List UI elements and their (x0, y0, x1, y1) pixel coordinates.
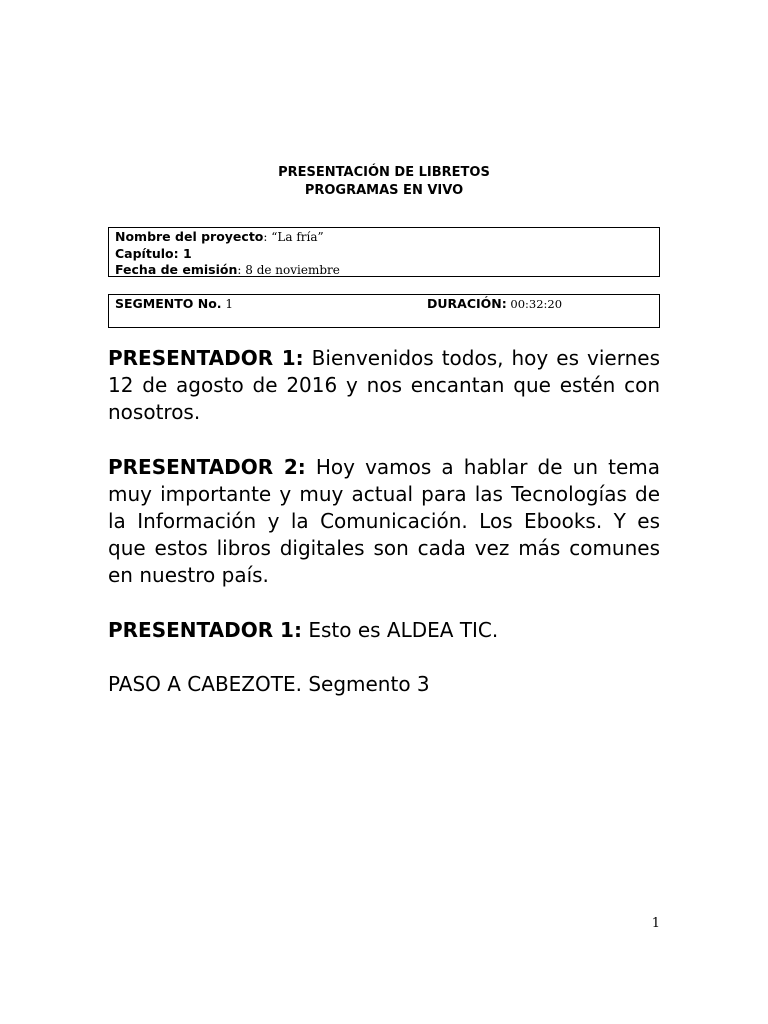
segment-label: SEGMENTO No. (115, 296, 222, 311)
segment-info-box (108, 294, 660, 328)
dialogue-text: Esto es ALDEA TIC. (301, 618, 499, 642)
project-name-label: Nombre del proyecto (115, 229, 264, 244)
duration-value: 00:32:20 (506, 297, 563, 311)
document-title-line1: PRESENTACIÓN DE LIBRETOS (278, 165, 490, 180)
duration-row (427, 296, 562, 313)
script-paragraph (108, 617, 660, 644)
project-name-value: : “La fría” (263, 230, 324, 244)
broadcast-date-value: : 8 de noviembre (237, 263, 340, 277)
project-info-box (108, 227, 660, 277)
segment-row (115, 296, 659, 313)
duration-label: DURACIÓN: (427, 296, 507, 311)
page-number: 1 (651, 916, 660, 931)
speaker-label: PRESENTADOR 1: (108, 618, 302, 642)
dialogue-text: Bienvenidos todos, hoy es viernes 12 de agosto de 2016 y nos encantan que estén con nosotros. (108, 346, 661, 424)
dialogue-text: Hoy vamos a hablar de un tema muy importante y muy actual para las Tecnologías de la Información y la Comunicación. Los Ebooks. Y es que estos libros digitales son cada vez más comunes en nuestro país. (108, 455, 660, 587)
speaker-label: PRESENTADOR 1: (108, 346, 304, 370)
project-name-row (115, 229, 659, 246)
closing-line: PASO A CABEZOTE. Segmento 3 (108, 672, 430, 696)
segment-value: 1 (221, 297, 233, 311)
chapter-label: Capítulo: 1 (115, 245, 192, 261)
broadcast-date-label: Fecha de emisión (115, 262, 238, 277)
document-title-line2: PROGRAMAS EN VIVO (304, 183, 464, 198)
broadcast-date-row (115, 262, 659, 279)
chapter-row (115, 246, 659, 263)
script-paragraph (108, 454, 660, 589)
script-paragraph (108, 345, 660, 426)
speaker-label: PRESENTADOR 2: (108, 455, 306, 479)
